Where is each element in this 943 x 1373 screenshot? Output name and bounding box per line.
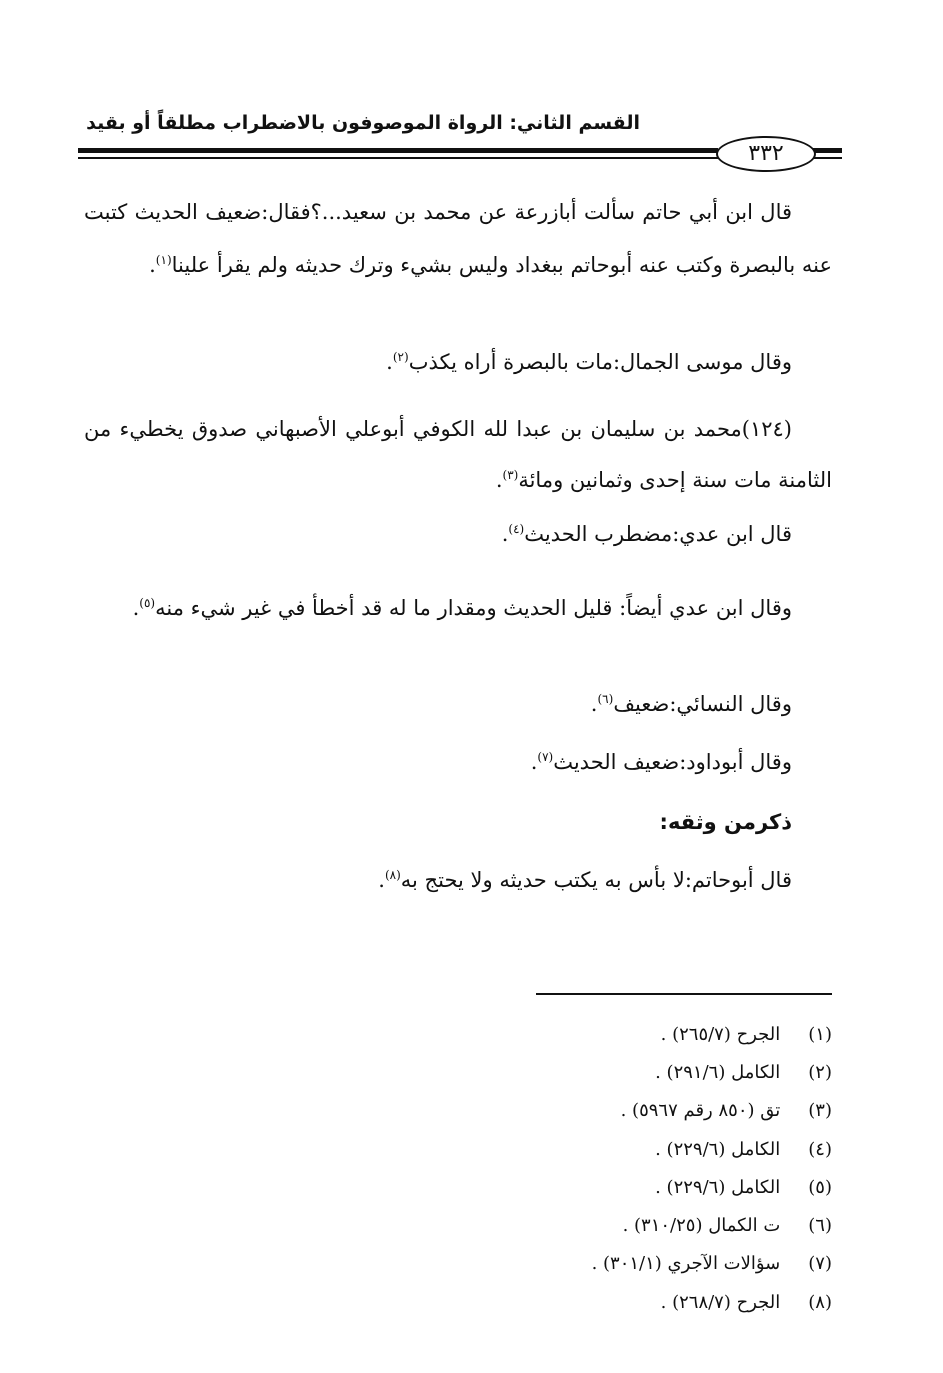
- paragraph-6: وقال النسائي:ضعيف$^{(٦)}$.: [590, 692, 792, 716]
- footnote-text: تق (٨٥٠ رقم ٥٩٦٧) .: [620, 1100, 781, 1121]
- footnote-7: [300, 1253, 832, 1274]
- paragraph-2: وقال موسى الجمال:مات بالبصرة أراه يكذب$^{(٢)}$.: [386, 350, 792, 374]
- header-rule-thin: [78, 157, 718, 159]
- paragraph-2-text: وقال موسى الجمال:مات بالبصرة أراه يكذب: [408, 350, 792, 374]
- footnote-text: الكامل (٢٩١/٦) .: [655, 1062, 781, 1083]
- running-header-title: القسم الثاني: الرواة الموصوفون بالاضطراب مطلقاً أو بقيد: [86, 112, 640, 134]
- footnote-2: [300, 1062, 832, 1083]
- footnote-8: [300, 1292, 832, 1313]
- footnote-number: (٦): [808, 1215, 832, 1236]
- footnote-3: [300, 1100, 832, 1121]
- footnote-number: (٣): [808, 1100, 832, 1121]
- footnote-number: (٢): [808, 1062, 832, 1083]
- footnote-ref-1: (١): [155, 253, 172, 267]
- paragraph-8-text: قال أبوحاتم:لا بأس به يكتب حديثه ولا يحتج به: [400, 868, 792, 892]
- footnote-ref-5: (٥): [139, 596, 156, 610]
- footnote-number: (٧): [808, 1253, 832, 1274]
- paragraph-6-text: وقال النسائي:ضعيف: [613, 692, 792, 716]
- paragraph-3: (١٢٤)محمد بن سليمان بن عبدا لله الكوفي أبوعلي الأصبهاني صدوق يخطيء من الثامنة مات سنة إحدى وثمانين ومائة$^{(٣)}$.: [84, 417, 832, 492]
- paragraph-5: وقال ابن عدي أيضاً: قليل الحديث ومقدار ما له قد أخطأ في غير شيء منه$^{(٥)}$.: [84, 578, 832, 633]
- footnote-text: الجرح (٢٦٥/٧) .: [660, 1024, 781, 1045]
- footnote-number: (٨): [808, 1292, 832, 1313]
- footnote-text: سؤالات الآجري (٣٠١/١) .: [591, 1253, 781, 1274]
- header-rule-right-thick: [812, 148, 842, 153]
- footnote-separator: [536, 993, 832, 995]
- footnote-text: ت الكمال (٣١٠/٢٥) .: [622, 1215, 781, 1236]
- paragraph-1-text: قال ابن أبي حاتم سألت أبازرعة عن محمد بن سعيد...؟فقال:ضعيف الحديث كتبت عنه بالبصرة وكتب عنه أبوحاتم ببغداد وليس بشيء وترك حديثه ولم يقرأ علينا: [84, 200, 832, 277]
- header-rule-thick: [78, 148, 718, 153]
- paragraph-7: وقال أبوداود:ضعيف الحديث$^{(٧)}$.: [530, 750, 792, 774]
- footnote-1: [300, 1024, 832, 1045]
- footnote-ref-4: (٤): [508, 522, 525, 536]
- footnote-5: [300, 1177, 832, 1198]
- section-heading: ذكرمن وثقه:: [659, 810, 792, 834]
- footnote-ref-3: (٣): [502, 468, 519, 482]
- paragraph-4-text: قال ابن عدي:مضطرب الحديث: [524, 522, 792, 546]
- footnote-number: (١): [808, 1024, 832, 1045]
- paragraph-3-text: (١٢٤)محمد بن سليمان بن عبدا لله الكوفي أبوعلي الأصبهاني صدوق يخطيء من الثامنة مات سنة إحدى وثمانين ومائة: [84, 417, 832, 492]
- footnote-ref-6: (٦): [597, 692, 614, 706]
- footnote-6: [300, 1215, 832, 1236]
- footnote-text: الكامل (٢٢٩/٦) .: [655, 1139, 781, 1160]
- footnote-number: (٤): [808, 1139, 832, 1160]
- footnote-text: الكامل (٢٢٩/٦) .: [655, 1177, 781, 1198]
- footnote-ref-2: (٢): [392, 350, 409, 364]
- page-number: ٣٣٢: [716, 136, 816, 172]
- paragraph-1: قال ابن أبي حاتم سألت أبازرعة عن محمد بن سعيد...؟فقال:ضعيف الحديث كتبت عنه بالبصرة وكتب عنه أبوحاتم ببغداد وليس بشيء وترك حديثه ولم يقرأ علينا$^{(١)}$.: [84, 200, 832, 277]
- footnote-ref-7: (٧): [537, 750, 554, 764]
- paragraph-8: قال أبوحاتم:لا بأس به يكتب حديثه ولا يحتج به$^{(٨)}$.: [378, 868, 792, 892]
- footnote-text: الجرح (٢٦٨/٧) .: [660, 1292, 781, 1313]
- paragraph-4: قال ابن عدي:مضطرب الحديث$^{(٤)}$.: [501, 522, 792, 546]
- header-rule-right-thin: [812, 157, 842, 159]
- paragraph-5-text: وقال ابن عدي أيضاً: قليل الحديث ومقدار ما له قد أخطأ في غير شيء منه: [155, 596, 792, 620]
- footnote-4: [300, 1139, 832, 1160]
- footnote-ref-8: (٨): [384, 868, 401, 882]
- footnote-number: (٥): [808, 1177, 832, 1198]
- paragraph-7-text: وقال أبوداود:ضعيف الحديث: [553, 750, 792, 774]
